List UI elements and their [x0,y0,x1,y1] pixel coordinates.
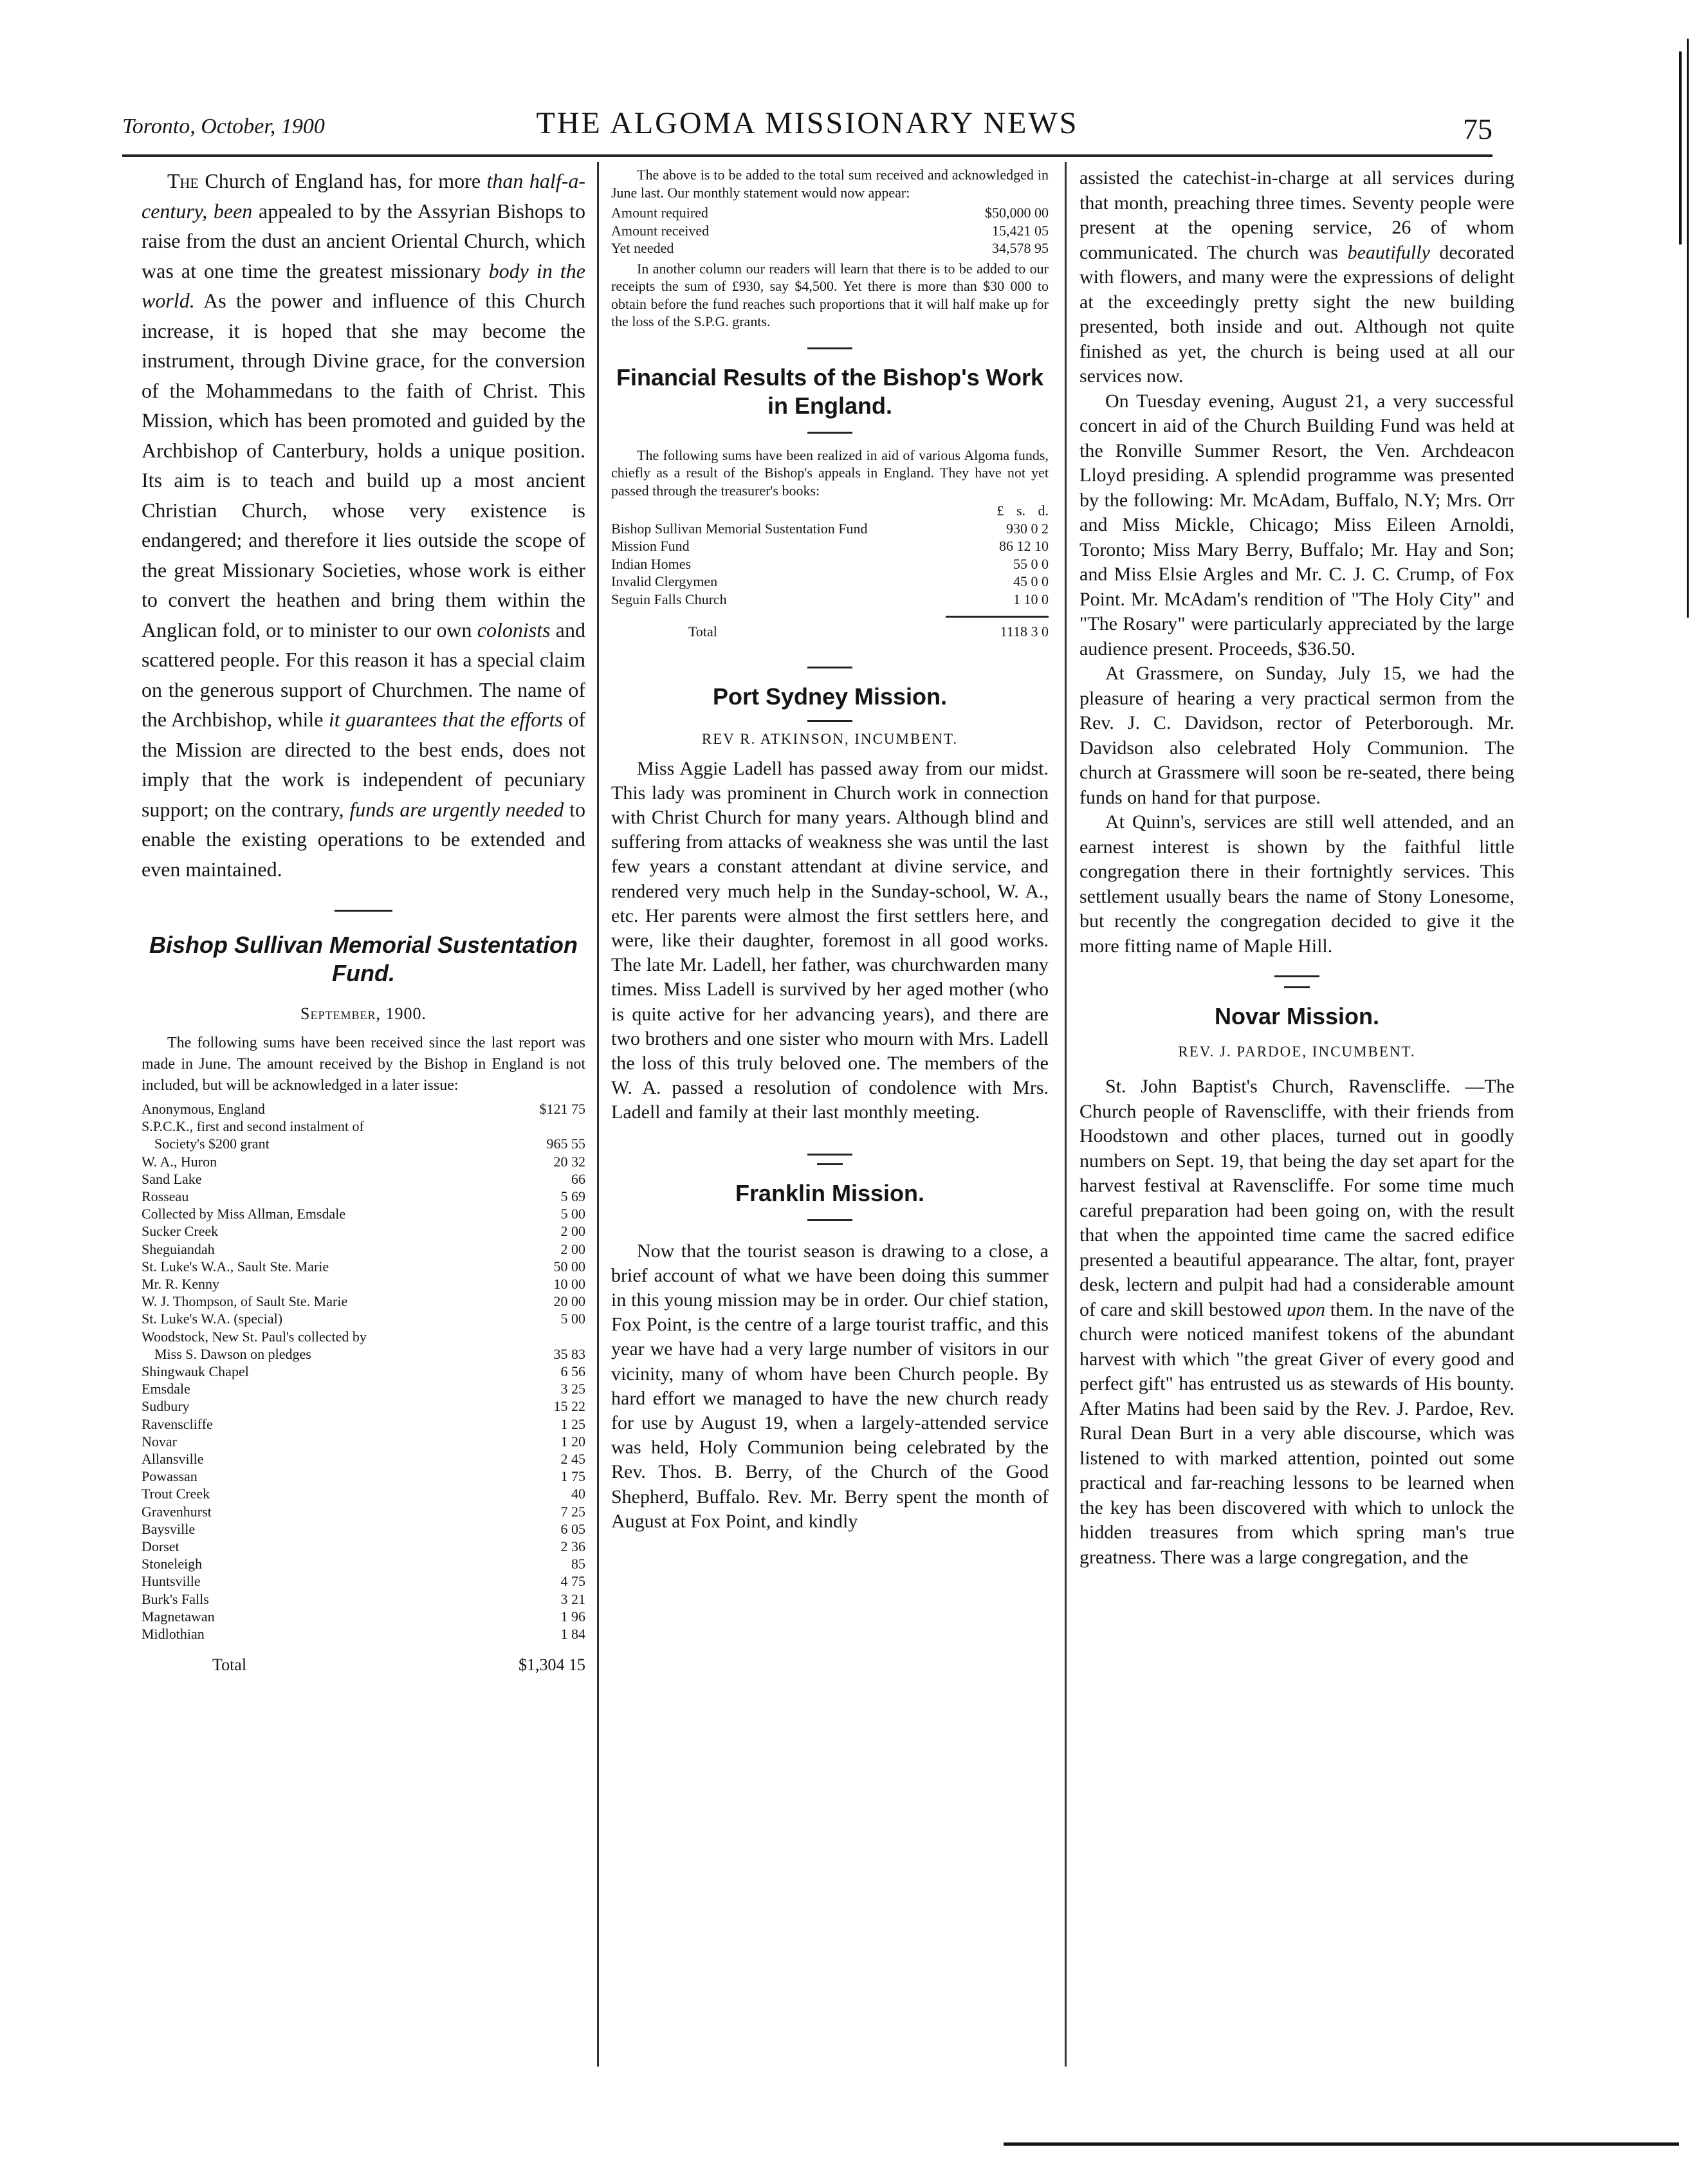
list-item [611,239,1049,257]
list-item [142,1135,585,1152]
list-item [611,591,1049,609]
item-amount: 20 00 [553,1293,585,1310]
list-item [142,1293,585,1310]
item-amount: 930 0 2 [1006,520,1049,537]
total-rule [946,616,1049,618]
item-amount: 55 0 0 [1013,555,1049,572]
item-label: Indian Homes [611,555,692,572]
item-label: W. J. Thompson, of Sault Ste. Marie [142,1293,348,1310]
item-label: Burk's Falls [142,1590,209,1607]
item-label: Seguin Falls Church [611,591,727,607]
bottom-edge-mark [1004,2142,1679,2146]
section-divider [1274,975,1319,977]
page-number: 75 [1463,113,1492,145]
list-item [142,1433,585,1450]
item-label: Yet needed [611,240,674,256]
item-label: Novar [142,1433,177,1450]
item-label: Sheguiandah [142,1240,215,1257]
list-item [142,1153,585,1170]
section-divider [807,667,852,668]
item-amount: 5 69 [560,1188,585,1205]
monthly-statement [611,204,1049,257]
list-item [142,1258,585,1275]
list-item [142,1625,585,1643]
statement-note: In another column our readers will learn that there is to be added to our receipts the sum of £930, say $4,500. Yet there is more than $30 000 to obtain before the fund reaches such proportions that it will half make up for the loss of the S.P.G. grants. [611,260,1049,329]
dateline: Toronto, October, 1900 [122,115,325,138]
column-rule-left [597,162,599,2067]
list-item [142,1205,585,1222]
binding-mark [1687,39,1689,618]
list-item [142,1118,585,1135]
masthead-title: THE ALGOMA MISSIONARY NEWS [536,106,1079,140]
item-label: Anonymous, England [142,1101,265,1117]
list-item [142,1363,585,1380]
list-item [142,1468,585,1485]
item-label: Powassan [142,1468,197,1485]
novar-incumbent: REV. J. PARDOE, INCUMBENT. [1178,1044,1416,1060]
fund-note: The following sums have been received since the last report was made in June. The amount received by the Bishop in England is not included, but will be acknowledged in a later issue: [142,1035,585,1094]
item-label: Woodstock, New St. Paul's collected by [142,1328,367,1345]
item-label: Baysville [142,1520,196,1537]
fund-total-row [142,1655,585,1675]
item-amount: $50,000 00 [985,205,1049,221]
list-item [142,1572,585,1590]
item-amount: 1 84 [560,1626,585,1643]
list-item [142,1275,585,1293]
item-amount: 2 00 [560,1240,585,1257]
fund-total-amount: $1,304 15 [519,1655,585,1675]
financial-note: The following sums have been realized in aid of various Algoma funds, chiefly as a result of the Bishop's appeals in England. They have not yet passed through the treasurer's books: [611,447,1049,499]
item-label: St. Luke's W.A. (special) [142,1311,283,1327]
item-label: Sand Lake [142,1170,202,1187]
item-label: Allansville [142,1451,204,1468]
section-divider [807,432,852,434]
financial-results-heading: Financial Results of the Bishop's Work in England. [616,364,1043,419]
list-item [142,1100,585,1118]
item-label: Huntsville [142,1573,201,1590]
item-amount: 85 [571,1556,585,1572]
item-label: Ravenscliffe [142,1415,213,1432]
item-amount: 1 10 0 [1013,591,1049,607]
item-amount: 5 00 [560,1206,585,1222]
item-label: Sucker Creek [142,1223,219,1240]
list-item [142,1222,585,1240]
franklin-continued: assisted the catechist-in-charge at all services during that month, preaching three times. Seventy people were present at the opening service, 26 of whom communicated. The church was beautifully decorated with flowers, and many were the expressions of delight at the exceedingly pretty sight the new building presented, both inside and out. Although not quite finished as yet, the church is being used at all our services now. [1079,167,1514,387]
item-label: Amount received [611,222,710,239]
item-amount: 3 25 [560,1381,585,1397]
list-item [142,1328,585,1345]
port-sydney-incumbent: REV R. ATKINSON, INCUMBENT. [701,730,959,747]
item-label: Shingwauk Chapel [142,1363,249,1380]
shillings-head: s. [1016,502,1025,519]
pounds-head: £ [996,502,1004,519]
list-item [142,1503,585,1520]
item-amount: 4 75 [560,1573,585,1590]
pence-head: d. [1038,502,1049,519]
item-amount: 10 00 [553,1276,585,1293]
item-amount: 1 75 [560,1468,585,1485]
list-item [142,1590,585,1608]
item-label: Bishop Sullivan Memorial Sustentation Fund [611,520,868,537]
list-item [611,573,1049,591]
item-amount: 2 00 [560,1223,585,1240]
item-amount: 15,421 05 [992,222,1049,239]
item-amount: 2 36 [560,1538,585,1555]
list-item [142,1170,585,1188]
column-rule-right [1065,162,1067,2067]
franklin-body: Now that the tourist season is drawing to a close, a brief account of what we have been doing this summer in this young mission may be in order. Our chief station, Fox Point, is the centre of a large tourist traffic, and this year we have had a very large number of visitors in our vicinity, many of whom have been Church people. By hard effort we managed to have the new church ready for use by August 19, when a largely-attended service was held, Holy Communion being celebrated by the Rev. Thos. B. Berry, of the Church of the Good Shepherd, Buffalo. Rev. Mr. Berry spent the month of August at Fox Point, and kindly [611,1240,1049,1532]
item-amount: 2 45 [560,1451,585,1468]
item-label: S.P.C.K., first and second instalment of [142,1118,364,1135]
item-label: Dorset [142,1538,179,1555]
fund-list [142,1100,585,1643]
item-amount: 5 00 [560,1311,585,1327]
item-amount: 6 05 [560,1520,585,1537]
section-divider-short [1284,986,1310,988]
item-label: Magnetawan [142,1608,215,1625]
item-amount: 3 21 [560,1590,585,1607]
item-amount: 1 20 [560,1433,585,1450]
fund-date: September, 1900. [300,1004,427,1023]
list-item [142,1188,585,1205]
item-label: Mr. R. Kenny [142,1276,219,1293]
item-label: Trout Creek [142,1486,210,1502]
list-item [142,1485,585,1502]
item-amount: 50 00 [553,1258,585,1275]
item-label: Stoneleigh [142,1556,203,1572]
item-label: Invalid Clergymen [611,573,718,589]
item-label: Sudbury [142,1398,190,1415]
item-label: Collected by Miss Allman, Emsdale [142,1206,346,1222]
list-item [142,1555,585,1572]
novar-body: St. John Baptist's Church, Ravenscliffe. —The Church people of Ravenscliffe, with their friends from Hoodstown and other places, turned out in goodly numbers on Sept. 19, that being the day set apart for the harvest festival at Ravenscliffe. For some time much careful preparation had been going on, with the result that when the appointed time came the sacred edifice presented a beautiful appearance. The altar, font, prayer desk, lectern and pulpit had had a considerable amount of care and skill bestowed upon them. In the nave of the church were noticed manifest tokens of the abundant harvest with which "the great Giver of every good and perfect gift" has entrusted us as stewards of His bounty. After Matins had been said by the Rev. J. Pardoe, Rev. Rural Dean Burt in a very able discourse, which was listened to with marked attention, pointed out some practical and far-reaching lessons to be learned when the key has been discovered with which to unlock the hidden treasures from which spring man's true greatness. There was a large congregation, and the [1079,1076,1514,1568]
grassmere-paragraph: At Grassmere, on Sunday, July 15, we had the pleasure of hearing a very practical sermon from the Rev. J. C. Davidson, rector of Peterborough. Mr. Davidson also celebrated Holy Communion. The church at Grassmere will soon be re-seated, there being funds on hand for that purpose. [1079,663,1514,808]
list-item [142,1415,585,1433]
concert-paragraph: On Tuesday evening, August 21, a very successful concert in aid of the Church Building Fund was held at the Ronville Summer Resort, the Ven. Archdeacon Lloyd presiding. A splendid programme was presented by the following: Mr. McAdam, Buffalo, N.Y; Mrs. Orr and Miss Mickle, Chicago; Miss Eileen Arnoldi, Toronto; Miss Mary Berry, Buffalo; Mr. Hay and Son; and Miss Elsie Argles and Mr. C. J. C. Crump, of Fox Point. Mr. McAdam's rendition of "The Holy City" and "The Rosary" were particularly appreciated by the large audience present. Proceeds, $36.50. [1079,390,1514,659]
franklin-heading: Franklin Mission. [735,1179,925,1206]
item-amount: 45 0 0 [1013,573,1049,589]
item-amount: 7 25 [560,1503,585,1520]
item-amount: 965 55 [546,1136,585,1152]
port-sydney-heading: Port Sydney Mission. [712,683,948,710]
list-item [611,204,1049,222]
assyrian-mission-paragraph: The Church of England has, for more than half-a-century, been appealed to by the Assyrian Bishops to raise from the dust an ancient Oriental Church, which was at one time the greatest missionary body in the world. As the power and influence of this Church increase, it is hoped that she may become the instrument, through Divine grace, for the conversion of the Mohammedans to the faith of Christ. This Mission, which has been promoted and guided by the Archbishop of Canterbury, holds a unique position. Its aim is to teach and build up a most ancient Christian Church, whose very existence is endangered; and therefore it lies outside the scope of the great Missionary Societies, whose work is either to convert the heathen and bring them within the Anglican fold, or to minister to our own colonists and scattered people. For this reason it has a special claim on the generous support of Churchmen. The name of the Archbishop, while it guarantees that the efforts of the Mission are directed to the best ends, does not imply that the work is independent of pecuniary support; on the contrary, funds are urgently needed to enable the existing operations to be extended and even maintained. [142,169,585,881]
item-label: Amount required [611,205,708,221]
financial-column-heads [611,502,1049,520]
financial-total-label: Total [688,623,717,640]
item-label: Gravenhurst [142,1503,212,1520]
above-note: The above is to be added to the total sum received and acknowledged in June last. Our monthly statement would now appear: [611,167,1049,201]
section-divider [807,347,852,349]
column-1 [142,166,585,2096]
list-item [142,1380,585,1397]
list-item [142,1450,585,1468]
financial-list [611,520,1049,609]
item-label: Mission Fund [611,538,690,554]
item-label: Society's $200 grant [154,1136,270,1152]
item-amount: 66 [571,1170,585,1187]
item-amount: 34,578 95 [992,240,1049,256]
list-item [142,1240,585,1258]
item-label: Emsdale [142,1381,190,1397]
list-item [611,520,1049,538]
item-amount: 20 32 [553,1153,585,1170]
item-amount: $121 75 [539,1101,585,1117]
fund-heading: Bishop Sullivan Memorial Sustentation Fund. [149,932,578,986]
item-amount: 6 56 [560,1363,585,1380]
section-divider [807,720,852,722]
list-item [142,1310,585,1327]
novar-heading: Novar Mission. [1214,1003,1380,1029]
section-divider [807,1219,852,1221]
section-divider [807,1154,852,1156]
list-item [611,537,1049,555]
item-label: Rosseau [142,1188,189,1205]
page-header [122,103,1492,157]
list-item [142,1608,585,1625]
list-item [142,1397,585,1415]
quinns-paragraph: At Quinn's, services are still well attended, and an earnest interest is shown by the faithful little congregation there in their fortnightly services. This settlement usually bears the name of Stony Lonesome, but recently the congregation decided to give it the more fitting name of Maple Hill. [1079,811,1514,957]
column-3 [1079,166,1514,2096]
section-divider [335,910,392,912]
item-amount: 15 22 [553,1398,585,1415]
list-item [142,1345,585,1363]
fund-total-label: Total [212,1655,247,1675]
item-amount: 1 25 [560,1415,585,1432]
item-amount: 86 12 10 [999,538,1049,554]
section-divider-short [817,1163,843,1165]
column-2 [611,166,1049,2096]
financial-total-row [611,623,1049,641]
item-label: Midlothian [142,1626,205,1643]
binding-mark [1679,51,1682,244]
list-item [611,222,1049,240]
item-label: Miss S. Dawson on pledges [154,1345,311,1362]
item-amount: 1 96 [560,1608,585,1625]
item-label: W. A., Huron [142,1153,217,1170]
item-label: St. Luke's W.A., Sault Ste. Marie [142,1258,329,1275]
list-item [142,1520,585,1538]
list-item [611,555,1049,573]
list-item [142,1538,585,1555]
item-amount: 40 [571,1486,585,1502]
item-amount: 35 83 [553,1345,585,1362]
financial-total-amount: 1118 3 0 [1000,623,1049,640]
port-sydney-body: Miss Aggie Ladell has passed away from our midst. This lady was prominent in Church work in connection with Christ Church for many years. Although blind and suffering from attacks of weakness she was until the last few years a constant attendant at divine service, and rendered very much help in the Sunday-school, W. A., etc. Her parents were almost the first settlers here, and were, like their daughter, foremost in all good works. The late Mr. Ladell, her father, was churchwarden many times. Miss Ladell is survived by her aged mother (who is quite active for her advancing years), and there are two brothers and one sister who mourn with Mrs. Ladell the loss of this truly beloved one. The members of the W. A. passed a resolution of condolence with Mrs. Ladell and family at their last monthly meeting. [611,757,1049,1123]
